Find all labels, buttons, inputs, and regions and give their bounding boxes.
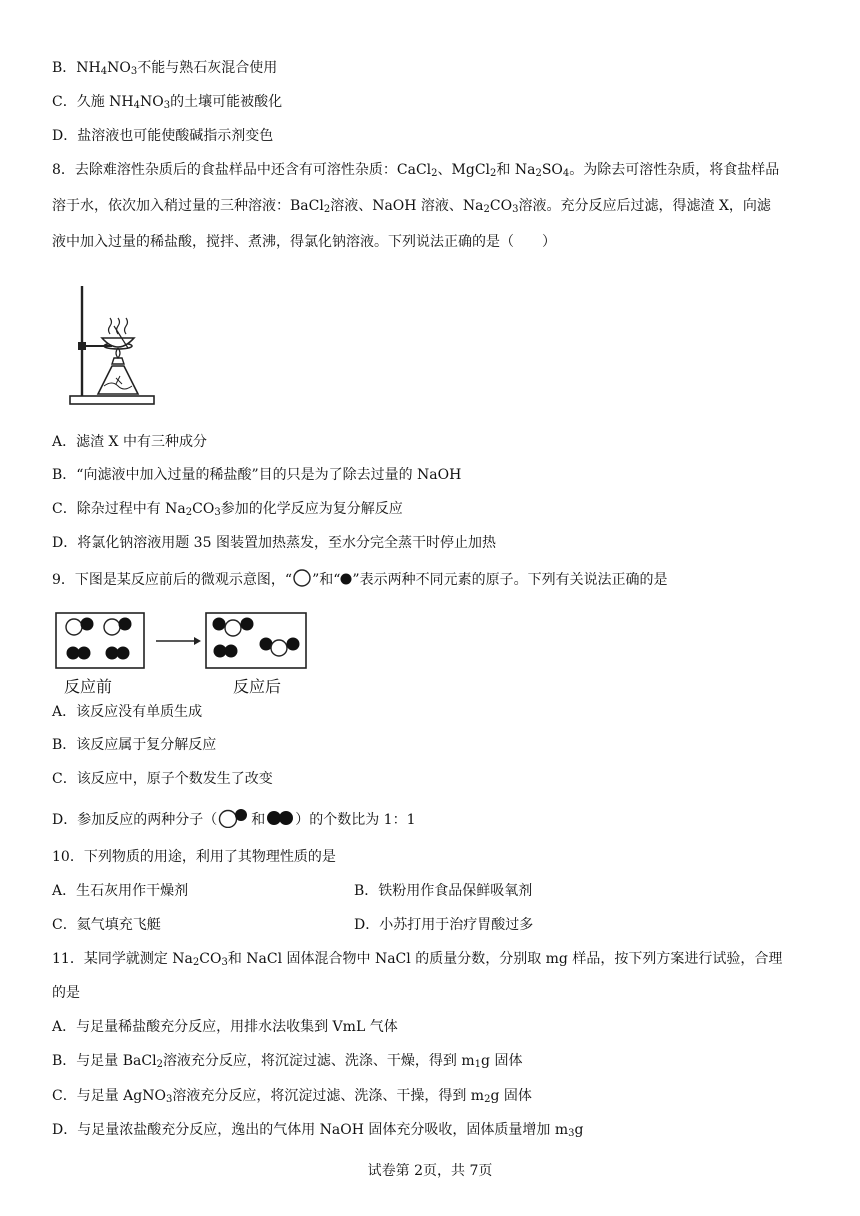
evaporation-apparatus-figure (68, 282, 158, 410)
compound-molecule-icon (217, 808, 251, 828)
text: g (574, 1122, 584, 1138)
q9-option-b: B．该反应属于复分解反应 (52, 737, 217, 753)
subscript: 2 (431, 168, 438, 179)
subscript: 3 (512, 204, 519, 215)
q9-option-a: A．该反应没有单质生成 (52, 704, 203, 720)
text: ）的个数比为 1：1 (295, 812, 416, 828)
subscript: 3 (163, 100, 171, 111)
subscript: 2 (535, 168, 542, 179)
text: D．与足量浓盐酸充分反应，逸出的气体用 NaOH 固体充分吸收，固体质量增加 m (52, 1122, 569, 1138)
subscript: 3 (130, 66, 138, 77)
text: 溶液、NaOH 溶液、Na (330, 198, 484, 214)
subscript: 4 (100, 66, 108, 77)
text: 溶液充分反应，将沉淀过滤、洗涤、干操，得到 m (172, 1088, 485, 1104)
text: B．NH (52, 60, 101, 76)
subscript: 4 (562, 168, 570, 179)
q10-option-d: D．小苏打用于治疗胃酸过多 (354, 917, 534, 933)
text: B．与足量 BaCl (52, 1053, 157, 1069)
q8-option-d: D．将氯化钠溶液用题 35 图装置加热蒸发，至水分完全蒸干时停止加热 (52, 535, 496, 551)
element-molecule-icon (265, 809, 295, 827)
text: CO (199, 951, 222, 967)
text: 11．某同学就测定 Na (52, 951, 193, 967)
text: CO (192, 501, 215, 517)
q9-stem (52, 569, 668, 590)
q7-option-c (52, 92, 282, 112)
text: g 固体 (490, 1088, 532, 1104)
text: C．与足量 AgNO (52, 1088, 166, 1104)
text: g 固体 (481, 1053, 523, 1069)
subscript: 3 (165, 1094, 173, 1105)
text: ”表示两种不同元素的原子。下列有关说法正确的是 (352, 572, 668, 588)
subscript: 2 (483, 204, 490, 215)
q7-option-b (52, 58, 277, 78)
q8-stem-line2 (52, 196, 771, 216)
q11-option-a: A．与足量稀盐酸充分反应，用排水法收集到 VmL 气体 (52, 1019, 398, 1035)
q11-option-b (52, 1051, 522, 1071)
reaction-microscopic-diagram (54, 610, 312, 670)
subscript: 2 (484, 1094, 491, 1105)
text: 不能与熟石灰混合使用 (137, 60, 278, 76)
q8-option-c (52, 499, 403, 519)
subscript: 1 (474, 1059, 482, 1070)
text: 的土壤可能被酸化 (170, 94, 283, 110)
q8-stem-line3: 液中加入过量的稀盐酸，搅拌、煮沸，得氯化钠溶液。下列说法正确的是（ ） (52, 234, 556, 250)
text: 和 Na (496, 162, 536, 178)
subscript: 3 (221, 957, 228, 968)
white-atom-icon (292, 569, 312, 587)
text: 、MgCl (437, 162, 491, 178)
subscript: 4 (133, 100, 140, 111)
black-atom-icon (340, 572, 352, 586)
page-footer: 试卷第 2页，共 7页 (367, 1163, 493, 1179)
text: 溶于水，依次加入稍过量的三种溶液：BaCl (52, 198, 324, 214)
subscript: 3 (568, 1128, 575, 1139)
text: 9．下图是某反应前后的微观示意图，“ (52, 572, 293, 588)
before-molecules (66, 618, 132, 660)
subscript: 2 (192, 957, 200, 968)
q10-option-a: A．生石灰用作干燥剂 (52, 883, 189, 899)
text: ”和“ (312, 572, 341, 588)
subscript: 2 (156, 1059, 163, 1070)
after-label: 反应后 (233, 677, 282, 696)
q9-option-c: C．该反应中，原子个数发生了改变 (52, 771, 273, 787)
q7-option-d: D．盐溶液也可能使酸碱指示剂变色 (52, 128, 274, 144)
text: NO (140, 94, 164, 110)
q11-option-d (52, 1120, 583, 1140)
after-molecules (213, 618, 300, 658)
text: 和 NaCl 固体混合物中 NaCl 的质量分数，分别取 mg 样品，按下列方案进行试验，合理 (227, 951, 783, 967)
text: CO (489, 198, 513, 214)
text: C．除杂过程中有 Na (52, 501, 186, 517)
subscript: 3 (214, 507, 221, 518)
text: 溶液。充分反应后过滤，得滤渣 X，向滤 (518, 198, 771, 214)
text: NO (107, 60, 131, 76)
q11-stem-line2: 的是 (52, 985, 80, 1001)
subscript: 2 (323, 204, 331, 215)
text: 。为除去可溶性杂质，将食盐样品 (569, 162, 780, 178)
before-label: 反应前 (64, 677, 113, 696)
q8-option-a: A．滤渣 X 中有三种成分 (52, 434, 207, 450)
q10-option-b: B．铁粉用作食品保鲜吸氧剂 (354, 883, 533, 899)
q10-option-c: C．氦气填充飞艇 (52, 917, 161, 933)
subscript: 2 (490, 168, 497, 179)
q11-stem-line1 (52, 949, 782, 969)
q9-option-d (52, 808, 416, 830)
q8-stem-line1 (52, 160, 779, 180)
q8-option-b: B．“向滤液中加入过量的稀盐酸”目的只是为了除去过量的 NaOH (52, 467, 462, 483)
text: 参加的化学反应为复分解反应 (220, 501, 403, 517)
text: 8．去除难溶性杂质后的食盐样品中还含有可溶性杂质：CaCl (52, 162, 432, 178)
subscript: 2 (185, 507, 193, 518)
text: SO (541, 162, 563, 178)
q10-stem: 10．下列物质的用途，利用了其物理性质的是 (52, 849, 336, 865)
q11-option-c (52, 1086, 532, 1106)
text: 溶液充分反应，将沉淀过滤、洗涤、干燥，得到 m (162, 1053, 475, 1069)
text: C．久施 NH (52, 94, 134, 110)
text: D．参加反应的两种分子（ (52, 812, 218, 828)
text: 和 (251, 812, 266, 828)
